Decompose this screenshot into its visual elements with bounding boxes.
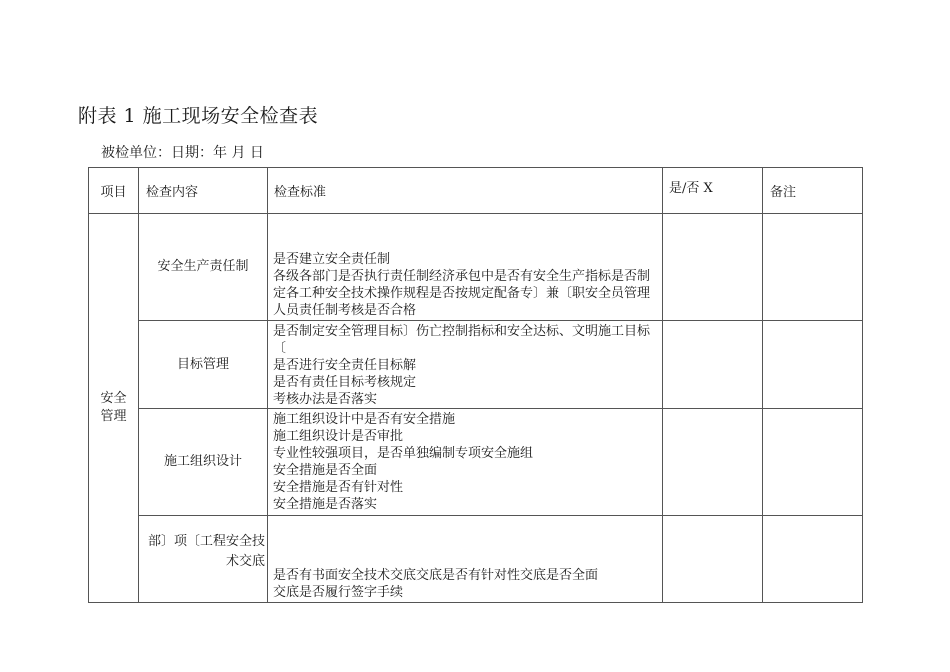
standard-line: 考核办法是否落实 [273,392,378,407]
table-row [89,214,863,321]
category-cell [89,214,139,603]
category-label: 安全管理 [100,391,127,424]
check-standard-cell [268,321,663,409]
inspection-info-line: 被检单位：日期：年 月 日 [101,145,264,161]
yes-no-cell[interactable] [663,214,763,321]
standard-line: 是否制定安全管理目标〕伤亡控制指标和安全达标、文明施工目标〔 [273,324,651,356]
remark-cell[interactable] [763,214,863,321]
yes-no-cell[interactable] [663,409,763,516]
safety-inspection-table [88,167,863,603]
check-content-cell: 部〕项〔工程安全技术交底 [139,516,268,603]
standard-line: 安全措施是否全面 [273,463,378,478]
check-content-cell: 安全生产责任制 [139,214,268,321]
standard-line: 施工组织设计是否审批 [273,429,404,444]
table-row [89,321,863,409]
header-item: 项目 [89,168,139,214]
standard-line: 是否有书面安全技术交底交底是否有针对性交底是否全面 [273,568,599,583]
remark-cell[interactable] [763,409,863,516]
standard-line: 施工组织设计中是否有安全措施 [273,412,456,427]
remark-cell[interactable] [763,321,863,409]
yes-no-cell[interactable] [663,321,763,409]
page-title: 附表 1 施工现场安全检查表 [78,105,319,127]
standard-line: 是否建立安全责任制 [273,252,391,267]
standard-line: 安全措施是否有针对性 [273,480,404,495]
standard-line: 安全措施是否落实 [273,497,378,512]
check-content-cell: 目标管理 [139,321,268,409]
yes-no-cell[interactable] [663,516,763,603]
header-remark: 备注 [763,168,863,214]
standard-line: 交底是否履行签字手续 [273,585,404,600]
standard-line: 各级各部门是否执行责任制经济承包中是否有安全生产指标是否制定各工种安全技术操作规程是否按规定配备专〕兼〔职安全员管理人员责任制考核是否合格 [273,269,651,318]
table-row [89,516,863,603]
check-standard-cell [268,409,663,516]
standard-line: 专业性较强项目，是否单独编制专项安全施组 [273,446,534,461]
check-standard-cell [268,516,663,603]
header-content: 检查内容 [139,168,268,214]
remark-cell[interactable] [763,516,863,603]
table-row [89,409,863,516]
header-yes-no: 是/否 X [663,168,763,214]
table-header-row [89,168,863,214]
standard-line: 是否进行安全责任目标解 [273,358,417,373]
check-content-cell: 施工组织设计 [139,409,268,516]
standard-line: 是否有责任目标考核规定 [273,375,417,390]
header-standard: 检查标准 [268,168,663,214]
check-standard-cell [268,214,663,321]
